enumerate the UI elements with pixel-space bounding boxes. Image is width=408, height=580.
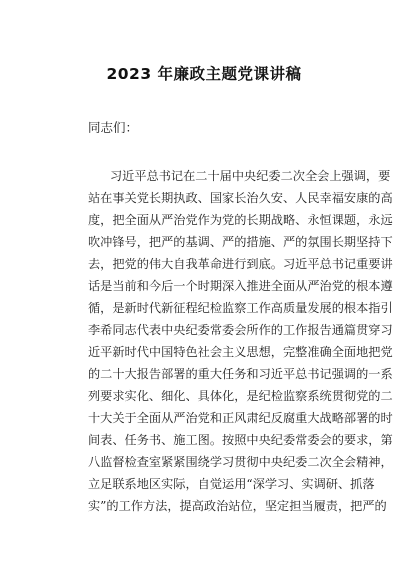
body-line: 实”的工作方法，提高政治站位，坚定担当履责，把严的 <box>88 499 387 513</box>
body-line: 话是当前和今后一个时期深入推进全面从严治党的根本遵 <box>88 279 393 293</box>
body-line: 度，把全面从严治党作为党的长期战略、永恒课题，永远 <box>88 213 393 227</box>
salutation: 同志们： <box>88 120 139 135</box>
body-line: 的二十大报告部署的重大任务和习近平总书记强调的一系 <box>88 367 393 381</box>
body-line: 李希同志代表中央纪委常委会所作的工作报告通篇贯穿习 <box>88 323 393 337</box>
body-line: 立足联系地区实际，自觉运用“深学习、实调研、抓落 <box>88 477 375 491</box>
body-line: 吹冲锋号，把严的基调、严的措施、严的氛围长期坚持下 <box>88 235 393 249</box>
body-line: 循，是新时代新征程纪检监察工作高质量发展的根本指引 <box>88 301 393 315</box>
body-line: 十大关于全面从严治党和正风肃纪反腐重大战略部署的时 <box>88 411 393 425</box>
document-title: 2023 年廉政主题党课讲稿 <box>106 65 302 83</box>
body-line: 去，把党的伟大自我革命进行到底。习近平总书记重要讲 <box>88 257 393 271</box>
body-line: 八监督检查室紧紧围绕学习贯彻中央纪委二次全会精神， <box>88 455 393 469</box>
body-line: 站在事关党长期执政、国家长治久安、人民幸福安康的高 <box>88 191 393 205</box>
body-line: 近平新时代中国特色社会主义思想，完整准确全面地把党 <box>88 345 393 359</box>
body-line: 列要求实化、细化、具体化，是纪检监察系统贯彻党的二 <box>88 389 393 403</box>
body-line: 间表、任务书、施工图。按照中央纪委常委会的要求，第 <box>88 433 393 447</box>
body-line: 习近平总书记在二十届中央纪委二次全会上强调，要 <box>110 169 391 183</box>
